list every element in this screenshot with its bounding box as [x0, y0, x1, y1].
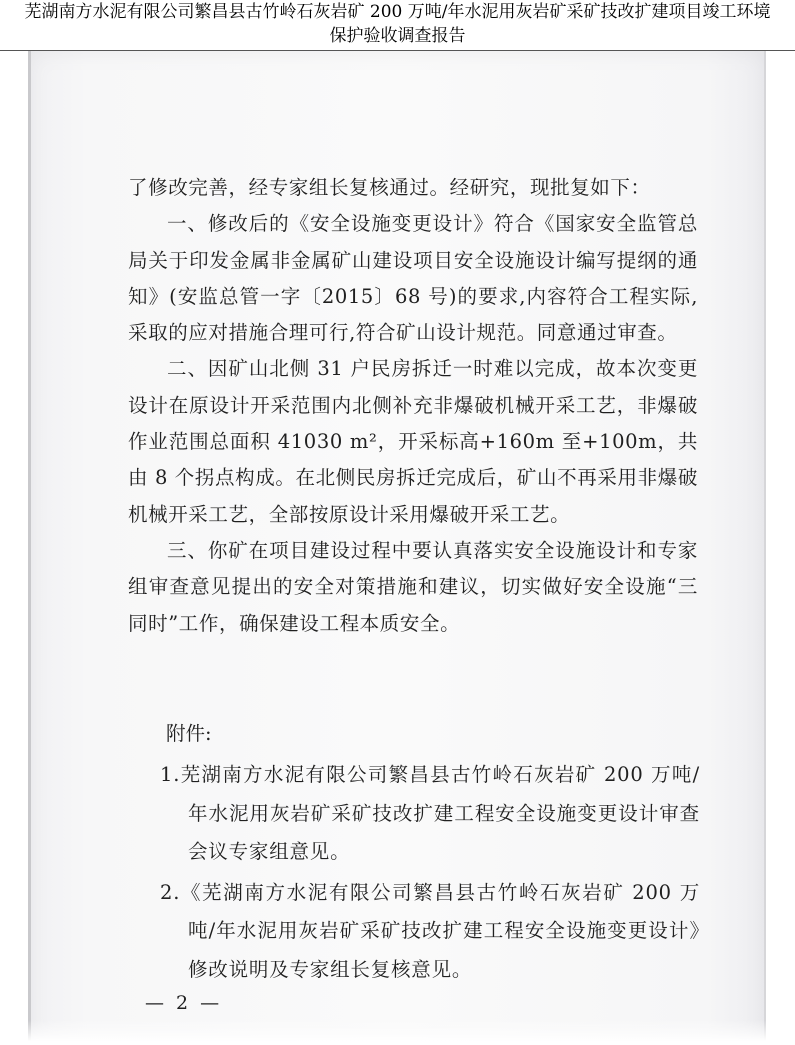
- attachments-list: [160, 756, 700, 991]
- paragraph-item-1: 一、修改后的《安全设施变更设计》符合《国家安全监管总局关于印发金属非金属矿山建设项目安全设施设计编写提纲的通知》(安监总管一字〔2015〕68 号)的要求,内容符合工程实际,采取的应对措施合理可行,符合矿山设计规范。同意通过审查。: [128, 212, 698, 345]
- report-title-line-2: 保护验收调查报告: [329, 26, 466, 46]
- attachment-item-1: 1.芜湖南方水泥有限公司繁昌县古竹岭石灰岩矿 200 万吨/年水泥用灰岩矿采矿技改扩建工程安全设施变更设计审查会议专家组意见。: [160, 763, 700, 863]
- attachment-item-2: 2.《芜湖南方水泥有限公司繁昌县古竹岭石灰岩矿 200 万吨/年水泥用灰岩矿采矿技改扩建工程安全设施变更设计》修改说明及专家组长复核意见。: [160, 880, 700, 981]
- attachments-heading: 附件:: [166, 722, 212, 745]
- report-title-line-1: 芜湖南方水泥有限公司繁昌县古竹岭石灰岩矿 200 万吨/年水泥用灰岩矿采矿技改扩建项目竣工环境: [24, 2, 771, 22]
- scan-bottom-fade: [0, 1020, 795, 1045]
- paragraph-continuation: 了修改完善，经专家组长复核通过。经研究，现批复如下：: [128, 176, 651, 199]
- paragraph-item-3: 三、你矿在项目建设过程中要认真落实安全设施设计和专家组审查意见提出的安全对策措施和建议，切实做好安全设施“三同时”工作，确保建设工程本质安全。: [128, 538, 698, 635]
- paragraph-item-2: 二、因矿山北侧 31 户民房拆迁一时难以完成，故本次变更设计在原设计开采范围内北侧补充非爆破机械开采工艺，非爆破作业范围总面积 41030 m²，开采标高+160m 至+100m，共由 8 个拐点构成。在北侧民房拆迁完成后，矿山不再采用非爆破机械开采工艺，全部按原设计采用爆破开采工艺。: [128, 357, 698, 526]
- approval-body: [128, 170, 698, 642]
- page-number: — 2 —: [145, 992, 223, 1014]
- report-header: [0, 0, 795, 50]
